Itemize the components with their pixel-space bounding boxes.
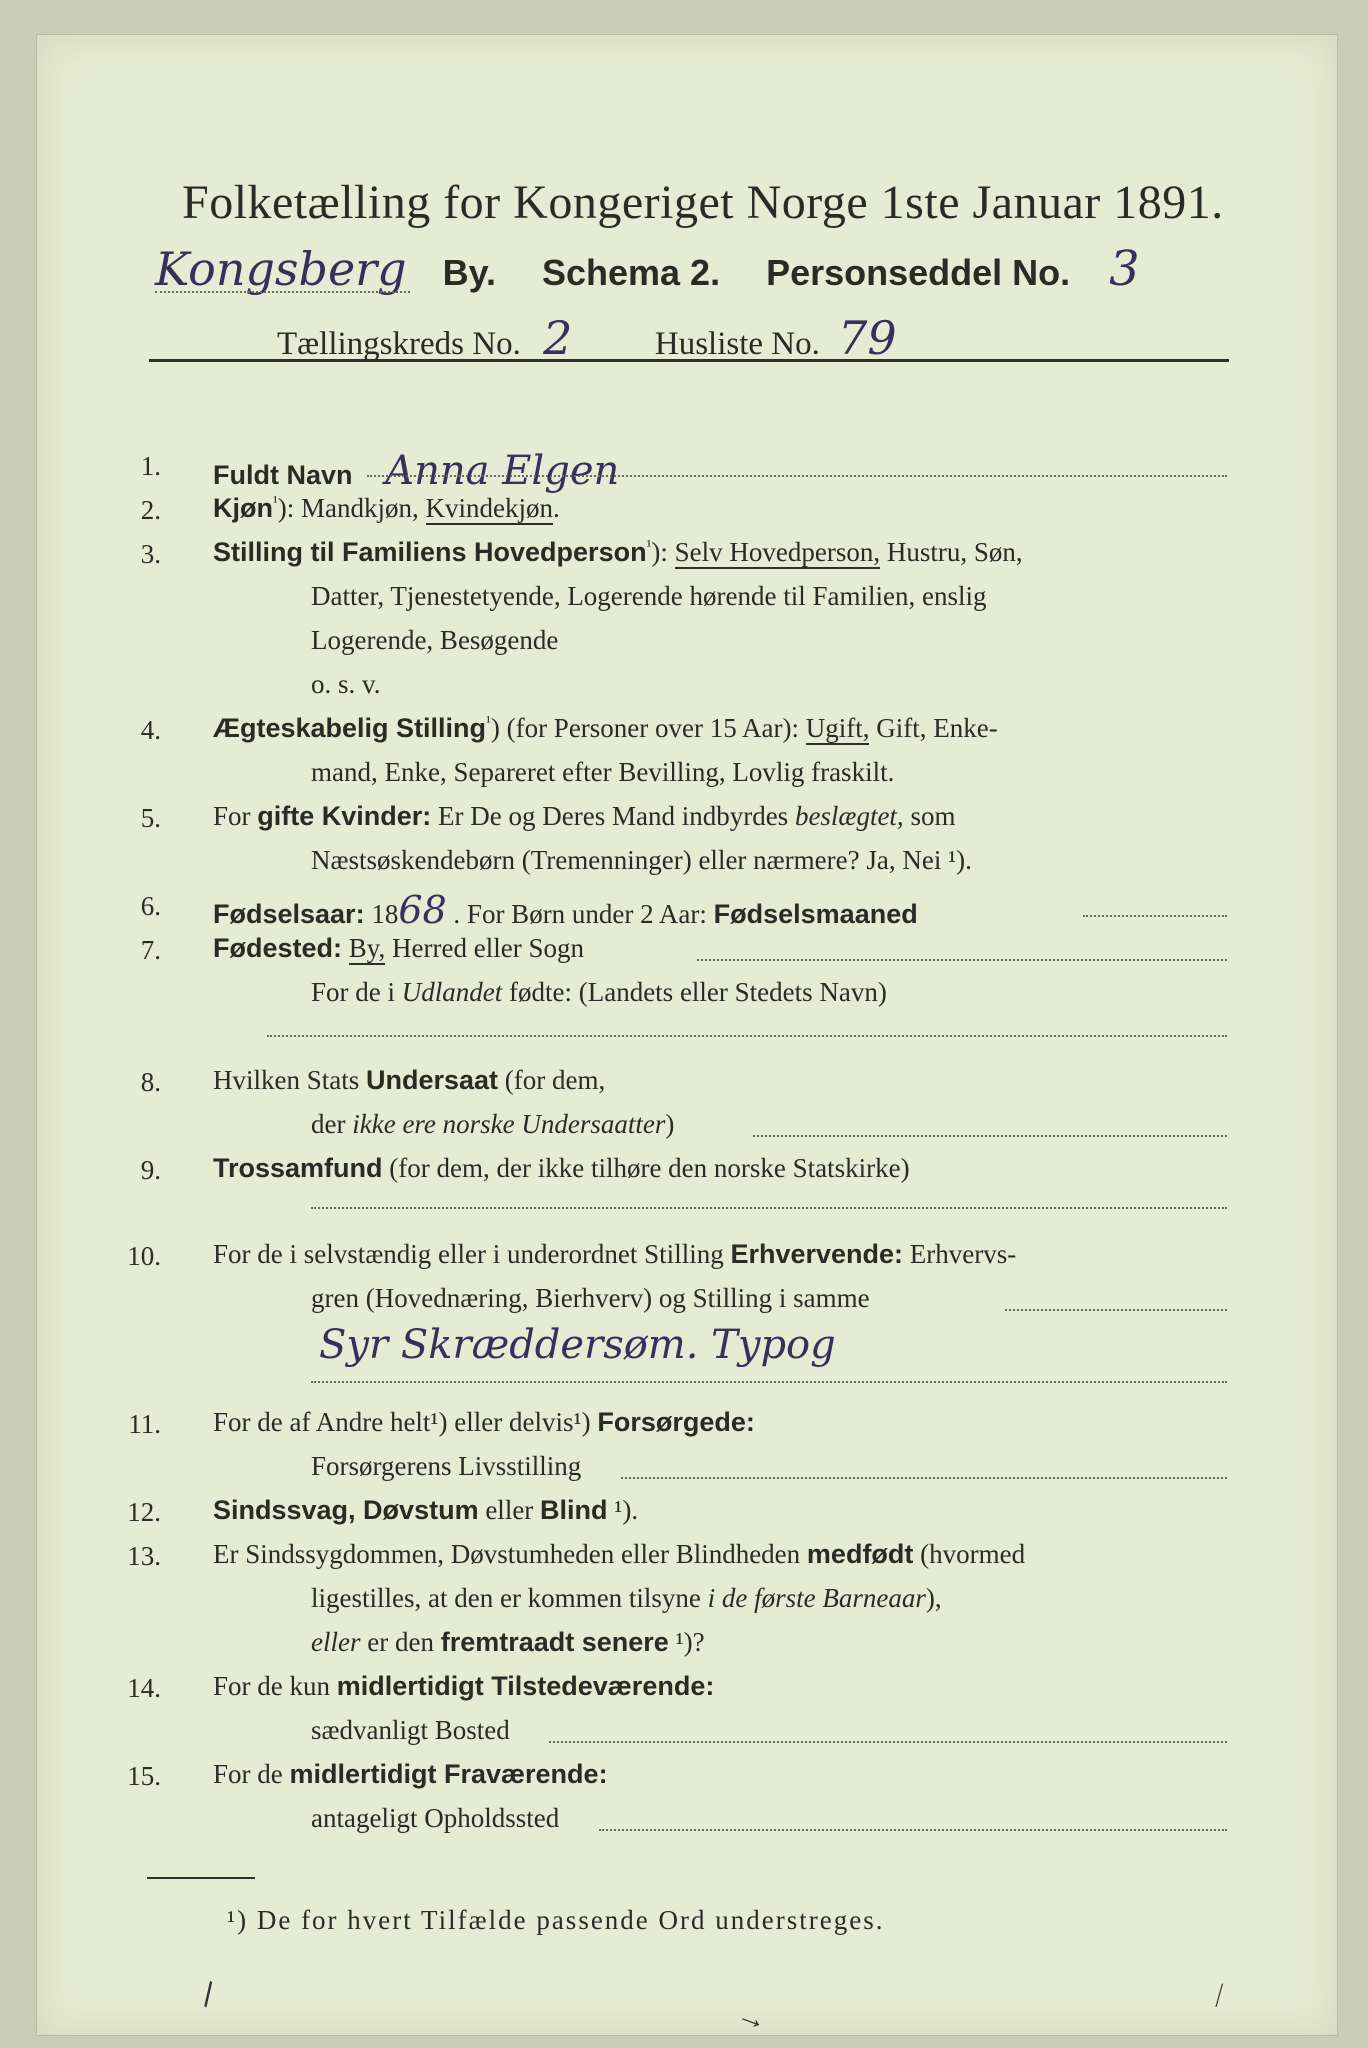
item-marital-status: [213, 715, 998, 742]
item-number: 12.: [127, 1497, 161, 1527]
census-form: [36, 34, 1338, 2039]
congenital-text-b: (hvormed: [913, 1539, 1026, 1569]
birth-year-text: . For Børn under 2 Aar:: [446, 899, 714, 929]
birthplace-space: [342, 933, 349, 963]
husliste-label: Husliste No.: [654, 326, 820, 362]
temporary-present-line2: sædvanligt Bosted: [311, 1715, 510, 1745]
full-name-answer: Anna Elgen: [385, 448, 620, 494]
form-title: Folketælling for Kongeriget Norge 1ste Januar 1891.: [182, 176, 1224, 229]
item-supported: [213, 1409, 755, 1436]
congenital-line3-italic: eller: [311, 1627, 361, 1657]
occupation-text-b: Erhvervs-: [903, 1239, 1017, 1269]
sex-selected: Kvindekjøn: [425, 493, 554, 523]
married-women-label: gifte Kvinder:: [257, 801, 432, 831]
item-number: 5.: [140, 803, 161, 833]
marital-status-selected: Ugift,: [805, 713, 870, 743]
supported-dotted-line: [621, 1477, 1227, 1479]
birthplace-selected: By,: [348, 933, 386, 963]
religion-dotted-line: [311, 1207, 1227, 1209]
item-number: 8.: [140, 1067, 161, 1097]
citizenship-line2-italic: ikke ere norske Undersaatter: [352, 1109, 666, 1139]
disability-label-a: Sindssvag, Døvstum: [213, 1495, 479, 1525]
occupation-line2: gren (Hovednæring, Bierhverv) og Stilling i samme: [311, 1283, 870, 1313]
item-married-women: [213, 803, 955, 830]
occupation-text-a: For de i selvstændig eller i underordnet Stilling: [213, 1239, 731, 1269]
temporary-present-dotted-line: [549, 1741, 1227, 1743]
marital-status-line2: mand, Enke, Separeret efter Bevilling, Lovlig fraskilt.: [311, 757, 895, 787]
abroad-text-a: For de i: [311, 977, 402, 1007]
marital-status-options: Gift, Enke-: [869, 713, 998, 743]
family-position-line3: Logerende, Besøgende: [311, 625, 559, 655]
congenital-text-a: Er Sindssygdommen, Døvstumheden eller Blindheden: [213, 1539, 807, 1569]
supported-label: Forsørgede:: [597, 1407, 755, 1437]
sex-end: .: [553, 493, 560, 523]
disability-end: ¹).: [607, 1495, 639, 1525]
item-birth-year: [213, 888, 918, 932]
occupation-dotted-line: [1005, 1309, 1227, 1311]
item-number: 4.: [140, 715, 161, 745]
item-number: 10.: [127, 1241, 161, 1271]
sex-label: Kjøn: [213, 493, 273, 523]
married-women-text: For: [213, 801, 258, 831]
marital-status-text: ) (for Personer over 15 Aar):: [490, 713, 806, 743]
congenital-line2: [311, 1585, 942, 1612]
city-dotted-line: [155, 291, 410, 293]
congenital-line2-italic: i de første Barneaar: [707, 1583, 926, 1613]
item-citizenship: [213, 1067, 605, 1094]
supported-line2: Forsørgerens Livsstilling: [311, 1451, 582, 1481]
item-number: 2.: [140, 495, 161, 525]
item-number: 6.: [140, 891, 161, 921]
abroad-text-c: fødte: (Landets eller Stedets Navn): [502, 977, 887, 1007]
citizenship-line2-c: ): [665, 1109, 675, 1139]
congenital-line2-c: ),: [925, 1583, 942, 1613]
birthplace-label: Fødested:: [213, 933, 343, 963]
pencil-mark: ∕: [1211, 1979, 1228, 2012]
married-women-question: Er De og Deres Mand indbyrdes: [431, 801, 795, 831]
city-handwritten: Kongsberg: [155, 242, 407, 296]
birthplace-dotted-line: [697, 959, 1227, 961]
item-number: 15.: [127, 1761, 161, 1791]
temporary-absent-label: midlertidigt Fraværende:: [289, 1759, 608, 1789]
item-number: 9.: [140, 1155, 161, 1185]
family-position-text: ):: [651, 537, 675, 567]
congenital-line3-label: fremtraadt senere: [440, 1627, 669, 1657]
marital-status-label: Ægteskabelig Stilling: [213, 713, 487, 743]
item-family-position: [213, 539, 1023, 566]
birthplace-line2: [311, 979, 887, 1006]
temporary-present-label: midlertidigt Tilstedeværende:: [336, 1671, 715, 1701]
occupation-answer-dotted-line: [311, 1381, 1227, 1383]
birth-year-answer: 68: [398, 888, 447, 932]
disability-text: eller: [478, 1495, 541, 1525]
item-sex: [213, 495, 560, 522]
congenital-line3-end: ¹)?: [668, 1627, 705, 1657]
item-religion: [213, 1155, 910, 1182]
header-rule: [149, 359, 1229, 362]
pencil-mark: →: [732, 1996, 772, 2039]
item-temporary-absent: [213, 1761, 608, 1788]
disability-label-b: Blind: [540, 1495, 608, 1525]
citizenship-text-a: Hvilken Stats: [213, 1065, 366, 1095]
footnote: ¹) De for hvert Tilfælde passende Ord understreges.: [227, 1905, 885, 1935]
family-position-selected: Selv Hovedperson,: [674, 537, 881, 567]
citizenship-line2: [311, 1111, 674, 1138]
family-position-line4: o. s. v.: [311, 669, 381, 699]
pencil-mark: ∖: [190, 1975, 224, 2014]
item-occupation: [213, 1241, 1016, 1268]
city-line: [155, 241, 1140, 297]
footnote-rule: [147, 1877, 255, 1879]
footnote-marker: ¹: [646, 538, 652, 555]
birth-month-label: Fødselsmaaned: [713, 899, 918, 929]
item-number: 3.: [140, 539, 161, 569]
item-number: 1.: [140, 451, 161, 481]
congenital-line3-text: er den: [360, 1627, 441, 1657]
schema-label: Schema 2.: [541, 252, 721, 293]
family-position-line2: Datter, Tjenestetyende, Logerende hørende til Familien, enslig: [311, 581, 987, 611]
husliste-number: 79: [838, 311, 897, 365]
temporary-present-text: For de kun: [213, 1671, 337, 1701]
birth-year-label: Fødselsaar:: [213, 899, 365, 929]
kreds-number: 2: [543, 311, 573, 365]
birth-month-dotted-line: [1083, 915, 1227, 917]
item-congenital: [213, 1541, 1025, 1568]
married-women-end: som: [903, 801, 956, 831]
congenital-label: medfødt: [806, 1539, 914, 1569]
family-position-label: Stilling til Familiens Hovedperson: [213, 537, 647, 567]
item-number: 13.: [127, 1541, 161, 1571]
personseddel-number: 3: [1109, 241, 1140, 297]
item-temporary-present: [213, 1673, 714, 1700]
full-name-dotted-line: [367, 475, 1227, 477]
religion-text: (for dem, der ikke tilhøre den norske Statskirke): [382, 1153, 910, 1183]
congenital-line2-a: ligestilles, at den er kommen tilsyne: [311, 1583, 708, 1613]
married-women-line2: Næstsøskendebørn (Tremenninger) eller nærmere? Ja, Nei ¹).: [311, 845, 972, 875]
by-label: By.: [442, 252, 496, 293]
item-disability: [213, 1497, 638, 1524]
occupation-answer: Syr Skræddersøm. Typog: [319, 1322, 836, 1368]
temporary-absent-dotted-line: [599, 1829, 1227, 1831]
footnote-marker: ¹: [486, 714, 491, 731]
birth-year-prefix: 18: [364, 899, 399, 929]
abroad-word: Udlandet: [401, 977, 503, 1007]
footnote-marker: ¹: [273, 494, 278, 511]
congenital-line3: [311, 1629, 705, 1656]
personseddel-label: Personseddel No.: [766, 252, 1071, 293]
full-name-label: Fuldt Navn: [213, 460, 353, 490]
occupation-label: Erhvervende:: [730, 1239, 904, 1269]
kreds-line: [277, 311, 897, 365]
item-birthplace: [213, 935, 584, 962]
birthplace-abroad-dotted-line: [267, 1035, 1227, 1037]
supported-text-a: For de af Andre helt¹) eller delvis¹): [213, 1407, 598, 1437]
kreds-label: Tællingskreds No.: [277, 326, 521, 362]
item-number: 11.: [128, 1409, 161, 1439]
citizenship-line2-a: der: [311, 1109, 353, 1139]
item-number: 7.: [140, 935, 161, 965]
item-number: 14.: [127, 1673, 161, 1703]
sex-text: ): Mandkjøn,: [277, 493, 426, 523]
religion-label: Trossamfund: [213, 1153, 383, 1183]
item-full-name: [213, 448, 620, 494]
temporary-absent-line2: antageligt Opholdssted: [311, 1803, 560, 1833]
family-position-options: Hustru, Søn,: [880, 537, 1023, 567]
citizenship-dotted-line: [753, 1135, 1227, 1137]
citizenship-label: Undersaat: [366, 1065, 499, 1095]
citizenship-text-b: (for dem,: [498, 1065, 606, 1095]
temporary-absent-text: For de: [213, 1759, 290, 1789]
birthplace-options: Herred eller Sogn: [385, 933, 584, 963]
related-word: beslægtet,: [794, 801, 904, 831]
